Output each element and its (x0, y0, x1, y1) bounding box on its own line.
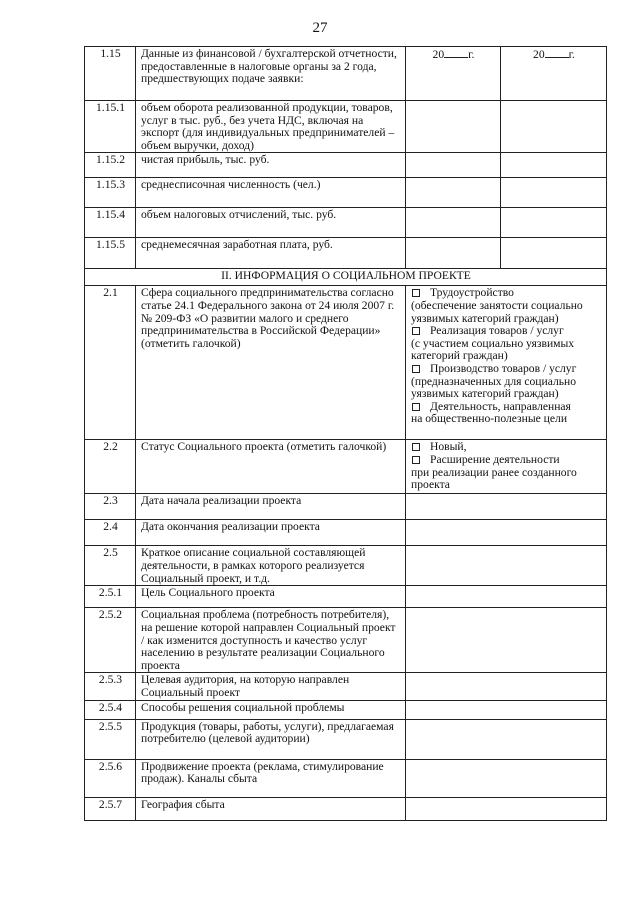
option-label: Реализация товаров / услуг (430, 324, 564, 338)
row-description: Продукция (товары, работы, услуги), предлагаемая потребителю (целевой аудитории) (136, 719, 406, 759)
row-description: объем налоговых отчислений, тыс. руб. (136, 208, 406, 238)
value-cell (501, 178, 607, 208)
row-description: Дата окончания реализации проекта (136, 520, 406, 546)
table-row (85, 586, 607, 608)
table-row (85, 47, 607, 101)
row-description: Способы решения социальной проблемы (136, 700, 406, 719)
row-number: 2.1 (85, 286, 136, 440)
row-number: 1.15.2 (85, 153, 136, 178)
row-number: 2.5.5 (85, 719, 136, 759)
section-title: II. ИНФОРМАЦИЯ О СОЦИАЛЬНОМ ПРОЕКТЕ (85, 269, 607, 286)
checkbox[interactable] (412, 456, 420, 464)
row-description: среднемесячная заработная плата, руб. (136, 238, 406, 269)
year-blank-line (444, 48, 468, 58)
table-row (85, 238, 607, 269)
option-goods-sales (411, 325, 602, 363)
page-number: 27 (312, 20, 328, 36)
value-cell (406, 700, 607, 719)
table-row (85, 546, 607, 586)
checkbox[interactable] (412, 403, 420, 411)
row-number: 2.5.4 (85, 700, 136, 719)
row-description: Сфера социального предпринимательства согласно статье 24.1 Федерального закона от 24 июля 2007 г. № 209-ФЗ «О развитии малого и среднего предпринимательства в Российской Федерации» (отметить галочкой) (136, 286, 406, 440)
checkbox[interactable] (412, 365, 420, 373)
row-description: Краткое описание социальной составляющей деятельности, в рамках которого реализуется Социальный проект, и т.д. (136, 546, 406, 586)
value-cell (406, 719, 607, 759)
row-description: Дата начала реализации проекта (136, 494, 406, 520)
table-row (85, 208, 607, 238)
option-detail: при реализации ранее созданного проекта (411, 465, 577, 492)
row-number: 2.4 (85, 520, 136, 546)
option-label: Расширение деятельности (430, 452, 560, 466)
option-expansion (411, 454, 602, 492)
value-cell (406, 238, 501, 269)
option-label: Трудоустройство (430, 286, 514, 300)
value-cell (406, 208, 501, 238)
row-number: 2.5.6 (85, 759, 136, 797)
row-number: 2.3 (85, 494, 136, 520)
row-number: 2.2 (85, 440, 136, 494)
row-description: Цель Социального проекта (136, 586, 406, 608)
year-prefix: 20 (533, 48, 545, 61)
row-number: 1.15.3 (85, 178, 136, 208)
option-employment (411, 287, 602, 325)
year-suffix: г. (568, 48, 575, 61)
row-number: 2.5.7 (85, 797, 136, 820)
row-description: чистая прибыль, тыс. руб. (136, 153, 406, 178)
row-number: 2.5.1 (85, 586, 136, 608)
value-cell (406, 546, 607, 586)
year-blank-line (545, 48, 569, 58)
row-number: 1.15 (85, 47, 136, 101)
table-row (85, 178, 607, 208)
value-cell (501, 153, 607, 178)
checkbox[interactable] (412, 289, 420, 297)
row-description: Данные из финансовой / бухгалтерской отчетности, предоставленные в налоговые органы за 2 года, предшествующих подаче заявки: (136, 47, 406, 101)
option-label: Деятельность, направленная (430, 399, 571, 413)
year-cell-2 (501, 47, 607, 101)
checkbox[interactable] (412, 327, 420, 335)
table-row (85, 286, 607, 440)
value-cell (501, 238, 607, 269)
table-row (85, 520, 607, 546)
table-row (85, 673, 607, 700)
option-detail: на общественно-полезные цели (411, 412, 568, 426)
row-number: 1.15.1 (85, 101, 136, 153)
section-header-row (85, 269, 607, 286)
row-number: 1.15.4 (85, 208, 136, 238)
value-cell (406, 673, 607, 700)
option-detail: (предназначенных для социально уязвимых категорий граждан) (411, 374, 577, 401)
option-detail: (обеспечение занятости социально уязвимых категорий граждан) (411, 298, 583, 325)
option-goods-production (411, 363, 602, 401)
row-number: 1.15.5 (85, 238, 136, 269)
checkbox[interactable] (412, 443, 420, 451)
row-number: 2.5.2 (85, 608, 136, 673)
checkbox-options (406, 440, 607, 494)
row-description: объем оборота реализованной продукции, товаров, услуг в тыс. руб., без учета НДС, включая на экспорт (для индивидуальных предпринимателей – объем выручки, доход) (136, 101, 406, 153)
year-suffix: г. (468, 48, 475, 61)
value-cell (501, 208, 607, 238)
row-description: Статус Социального проекта (отметить галочкой) (136, 440, 406, 494)
value-cell (406, 608, 607, 673)
row-number: 2.5 (85, 546, 136, 586)
value-cell (406, 494, 607, 520)
value-cell (406, 586, 607, 608)
value-cell (406, 759, 607, 797)
year-prefix: 20 (432, 48, 445, 61)
table-row (85, 494, 607, 520)
table-row (85, 153, 607, 178)
table-row (85, 700, 607, 719)
value-cell (501, 101, 607, 153)
value-cell (406, 520, 607, 546)
table-row (85, 759, 607, 797)
table-row (85, 719, 607, 759)
value-cell (406, 101, 501, 153)
option-public-benefit (411, 401, 602, 426)
row-description: среднесписочная численность (чел.) (136, 178, 406, 208)
table-row (85, 101, 607, 153)
value-cell (406, 153, 501, 178)
option-detail: (с участием социально уязвимых категорий граждан) (411, 336, 575, 363)
value-cell (406, 178, 501, 208)
row-description: География сбыта (136, 797, 406, 820)
row-description: Продвижение проекта (реклама, стимулирование продаж). Каналы сбыта (136, 759, 406, 797)
row-description: Социальная проблема (потребность потребителя), на решение которой направлен Социальный проект / как изменится доступность и качество услуг населению в результате реализации Социального проекта (136, 608, 406, 673)
application-form-table (84, 46, 607, 821)
option-label: Производство товаров / услуг (430, 361, 577, 375)
year-cell-1 (406, 47, 501, 101)
row-number: 2.5.3 (85, 673, 136, 700)
checkbox-options (406, 286, 607, 440)
table-row (85, 440, 607, 494)
value-cell (406, 797, 607, 820)
row-description: Целевая аудитория, на которую направлен Социальный проект (136, 673, 406, 700)
option-label: Новый, (430, 440, 467, 454)
table-row (85, 608, 607, 673)
table-row (85, 797, 607, 820)
